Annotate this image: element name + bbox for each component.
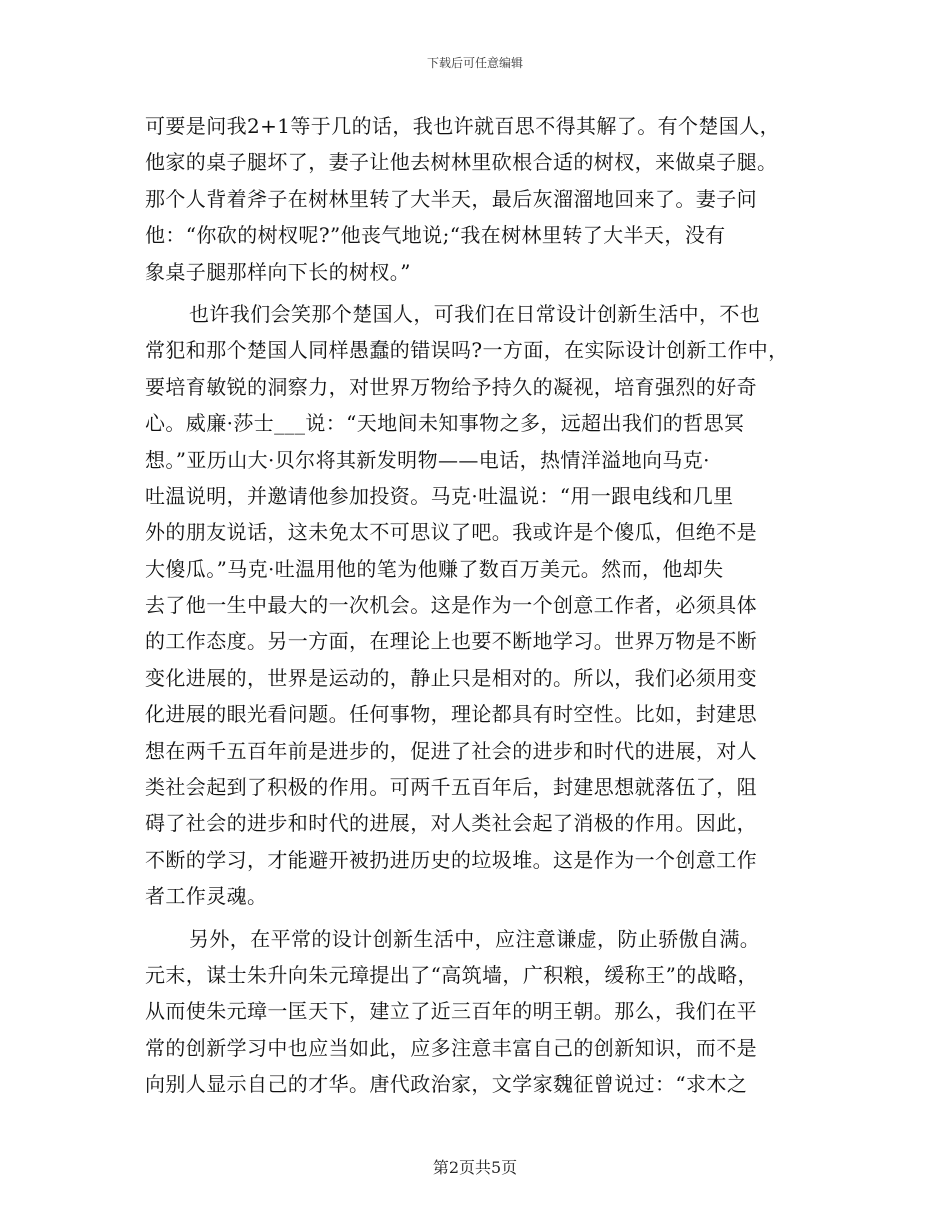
text-line: 他：“你砍的树杈呢?”他丧气地说;“我在树林里转了大半天，没有	[145, 223, 726, 248]
text-line: 吐温说明，并邀请他参加投资。马克·吐温说：“用一跟电线和几里	[145, 483, 734, 508]
text-line: 心。威廉·莎士___说：“天地间未知事物之多，远超出我们的哲思冥	[145, 411, 745, 436]
document-body	[145, 108, 810, 1103]
text-line: 向别人显示自己的才华。唐代政治家，文学家魏征曾说过：“求木之	[145, 1072, 748, 1097]
text-line: 想在两千五百年前是进步的，促进了社会的进步和时代的进展，对人	[145, 738, 757, 763]
text-line: 要培育敏锐的洞察力，对世界万物给予持久的凝视，培育强烈的好奇	[145, 374, 757, 399]
paragraph-3	[145, 921, 810, 1103]
text-line: 变化进展的，世界是运动的，静止只是相对的。所以，我们必须用变	[145, 665, 757, 690]
page-header: 下载后可任意编辑	[426, 56, 523, 70]
text-line: 象桌子腿那样向下长的树杈。”	[145, 259, 411, 284]
text-line: 那个人背着斧子在树林里转了大半天，最后灰溜溜地回来了。妻子问	[145, 186, 757, 211]
text-line: 去了他一生中最大的一次机会。这是作为一个创意工作者，必须具体	[145, 593, 757, 618]
text-line: 元末，谋士朱升向朱元璋提出了“高筑墙，广积粮，缓称王”的战略，	[145, 962, 758, 987]
text-line: 他家的桌子腿坏了，妻子让他去树林里砍根合适的树杈，来做桌子腿。	[145, 150, 778, 175]
text-line: 类社会起到了积极的作用。可两千五百年后，封建思想就落伍了，阻	[145, 775, 757, 800]
text-line: 另外，在平常的设计创新生活中，应注意谦虚，防止骄傲自满。	[189, 926, 761, 951]
text-line: 常犯和那个楚国人同样愚蠢的错误吗?一方面，在实际设计创新工作中，	[145, 338, 789, 363]
text-line: 大傻瓜。”马克·吐温用他的笔为他赚了数百万美元。然而，他却失	[145, 556, 724, 581]
text-line: 化进展的眼光看问题。任何事物，理论都具有时空性。比如，封建思	[145, 702, 757, 727]
text-line: 外的朋友说话，这未免太不可思议了吧。我或许是个傻瓜，但绝不是	[145, 520, 757, 545]
text-line: 的工作态度。另一方面，在理论上也要不断地学习。世界万物是不断	[145, 629, 757, 654]
paragraph-2	[145, 296, 810, 915]
page-footer: 第2页共5页	[432, 1158, 518, 1177]
text-line: 碍了社会的进步和时代的进展，对人类社会起了消极的作用。因此，	[145, 811, 757, 836]
text-line: 也许我们会笑那个楚国人，可我们在日常设计创新生活中，不也	[189, 301, 761, 326]
text-line: 常的创新学习中也应当如此，应多注意丰富自己的创新知识，而不是	[145, 1035, 757, 1060]
text-line: 想。”亚历山大·贝尔将其新发明物——电话，热情洋溢地向马克·	[145, 447, 710, 472]
text-line: 不断的学习，才能避开被扔进历史的垃圾堆。这是作为一个创意工作	[145, 847, 757, 872]
text-line: 可要是问我2+1等于几的话，我也许就百思不得其解了。有个楚国人，	[145, 114, 781, 138]
text-line: 从而使朱元璋一匡天下，建立了近三百年的明王朝。那么，我们在平	[145, 999, 757, 1024]
paragraph-1	[145, 108, 810, 290]
text-line: 者工作灵魂。	[145, 884, 268, 909]
